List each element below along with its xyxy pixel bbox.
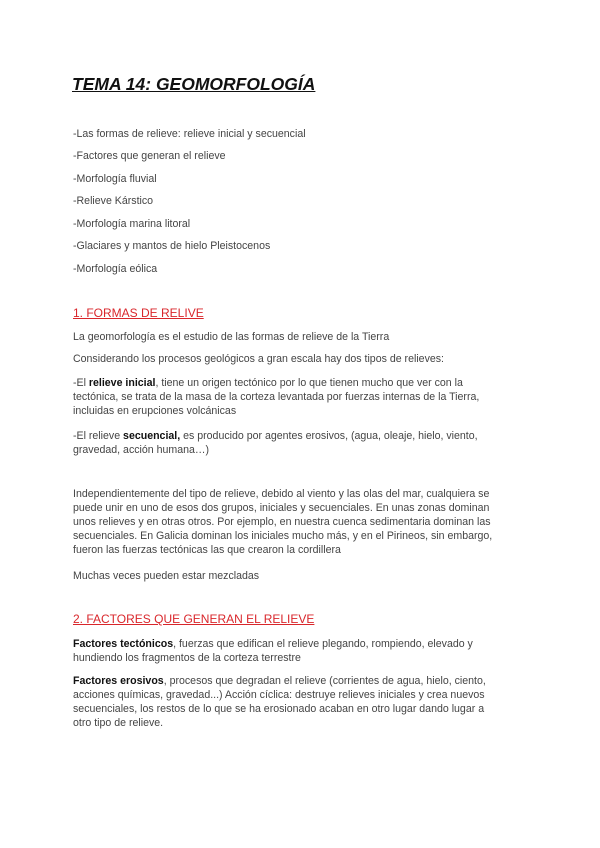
text: incluidas en erupciones volcánicas [73, 405, 237, 417]
text: , tiene un origen tectónico por lo que tienen mucho que ver con la [155, 377, 463, 389]
text: otro tipo de relieve. [73, 717, 164, 729]
text: Independientemente del tipo de relieve, debido al viento y las olas del mar, cualquiera se [73, 488, 490, 500]
paragraph: Muchas veces pueden estar mezcladas [73, 570, 260, 582]
index-item: -Relieve Kárstico [73, 195, 154, 207]
paragraph-factores-erosivos [73, 674, 486, 730]
index-item: -Morfología marina litoral [73, 218, 191, 230]
index-item: -Las formas de relieve: relieve inicial y secuencial [73, 128, 306, 140]
text: tectónica, se trata de la masa de la corteza levantada por fuerzas internas de la Tierra, [73, 391, 480, 403]
bold-term: Factores erosivos [73, 675, 164, 687]
text: secuenciales, los restos de lo que se ha erosionado acaban en otro lugar dando lugar a [73, 703, 485, 715]
paragraph-relieve-inicial [73, 376, 479, 418]
text: acciones químicas, gravedad...) Acción cíclica: destruye relieves iniciales y crea nuevos [73, 689, 485, 701]
index-item: -Glaciares y mantos de hielo Pleistocenos [73, 240, 271, 252]
index-item: -Factores que generan el relieve [73, 150, 226, 162]
document-title: TEMA 14: GEOMORFOLOGÍA [72, 74, 316, 94]
text: , fuerzas que edifican el relieve plegando, rompiendo, elevado y [173, 638, 473, 650]
text: fueron las fuerzas tectónicas las que crearon la cordillera [73, 544, 341, 556]
text: gravedad, acción humana…) [73, 444, 210, 456]
paragraph: La geomorfología es el estudio de las formas de relieve de la Tierra [73, 331, 390, 343]
paragraph-factores-tectonicos [73, 637, 473, 665]
bold-term: secuencial, [123, 430, 181, 442]
paragraph: Considerando los procesos geológicos a gran escala hay dos tipos de relieves: [73, 353, 445, 365]
text: -El [73, 377, 89, 389]
text: , procesos que degradan el relieve (corrientes de agua, hielo, ciento, [163, 675, 486, 687]
text: hundiendo los fragmentos de la corteza terrestre [73, 652, 301, 664]
section-2-heading: 2. FACTORES QUE GENERAN EL RELIEVE [73, 612, 315, 626]
index-item: -Morfología fluvial [73, 173, 157, 185]
paragraph-relieve-secuencial [73, 429, 478, 457]
text: -El relieve [73, 430, 124, 442]
bold-term: Factores tectónicos [73, 638, 174, 650]
index-item: -Morfología eólica [73, 263, 158, 275]
text: secuenciales. En Galicia dominan los iniciales mucho más, y en el Pirineos, sin embargo, [73, 530, 493, 542]
text: es producido por agentes erosivos, (agua, oleaje, hielo, viento, [180, 430, 478, 442]
bold-term: relieve inicial [88, 377, 156, 389]
paragraph [73, 487, 492, 557]
text: unos relieves y en otras otros. Por ejemplo, en nuestra cuenca sedimentaria dominan las [73, 516, 491, 528]
section-1-heading: 1. FORMAS DE RELIVE [73, 306, 204, 320]
text: puede unir en uno de esos dos grupos, iniciales y secuenciales. En unas zonas dominan [73, 502, 490, 514]
